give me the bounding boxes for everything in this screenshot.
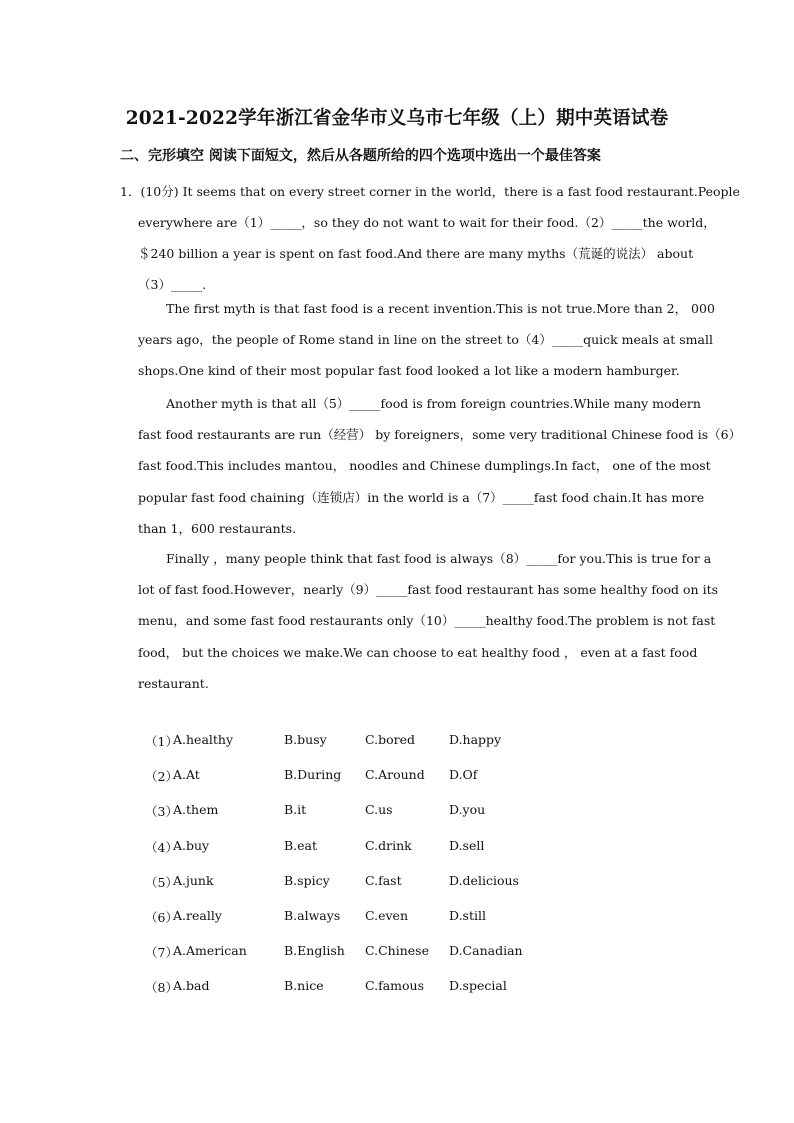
option-c[interactable]: C.drink [365,837,412,853]
option-number: （6） [145,909,178,925]
question-line: （3）_____. [138,277,207,292]
option-c[interactable]: C.Chinese [365,943,429,959]
option-a[interactable]: A.bad [173,978,210,994]
question-line: everywhere are（1）_____，so they do not want to wait for their food.（2）_____the world， [138,215,716,230]
option-a[interactable]: A.American [173,943,247,959]
option-b[interactable]: B.busy [284,732,327,747]
option-a[interactable]: A.really [173,907,222,923]
page-title: 2021-2022学年浙江省金华市义乌市七年级（上）期中英语试卷 [125,108,669,129]
paragraph-finally [138,543,719,699]
option-d[interactable]: D.special [449,978,507,994]
paragraph-line: The first myth is that fast food is a recent invention.This is not true.More than 2， 000 [166,301,715,316]
option-d[interactable]: D.Canadian [449,943,523,959]
option-d[interactable]: D.happy [449,732,502,747]
option-c[interactable]: C.bored [365,732,415,747]
option-a[interactable]: A.buy [173,837,210,853]
option-a[interactable]: A.junk [173,872,214,888]
option-d[interactable]: D.sell [449,837,485,853]
option-b[interactable]: B.nice [284,978,324,994]
option-a[interactable]: A.them [173,802,219,818]
section-heading: 二、完形填空 阅读下面短文，然后从各题所给的四个选项中选出一个最佳答案 [120,148,601,164]
option-number: （8） [145,980,178,996]
option-d[interactable]: D.delicious [449,872,519,888]
option-number: （5） [145,874,178,890]
paragraph-line: food， but the choices we make.We can choose to eat healthy food ， even at a fast food [138,644,698,660]
option-b[interactable]: B.eat [284,837,318,853]
option-a[interactable]: A.healthy [173,732,234,747]
option-c[interactable]: C.fast [365,872,402,888]
option-d[interactable]: D.you [449,802,486,818]
option-d[interactable]: D.Of [449,767,478,783]
option-number: （3） [145,804,178,820]
option-b[interactable]: B.it [284,802,307,818]
paragraph-line: shops.One kind of their most popular fast food looked a lot like a modern hamburger. [138,363,680,379]
option-a[interactable]: A.At [173,767,200,783]
paragraph-first-myth [138,293,715,387]
option-b[interactable]: B.English [284,943,345,959]
paragraph-line: Another myth is that all（5）_____food is from foreign countries.While many modern [166,396,701,411]
paragraph-another-myth [138,388,742,544]
option-c[interactable]: C.famous [365,978,425,994]
paragraph-line: restaurant. [138,675,209,691]
option-number: （1） [145,734,178,749]
question-line: ＄240 billion a year is spent on fast food.And there are many myths（荒诞的说法） about [138,246,694,261]
option-b[interactable]: B.always [284,907,341,923]
paragraph-line: fast food restaurants are run（经营） by foreigners，some very traditional Chinese food is（6） [138,427,742,443]
question-intro [120,176,740,300]
option-c[interactable]: C.Around [365,767,425,783]
paragraph-line: than 1，600 restaurants. [138,520,297,536]
option-number: （7） [145,945,178,961]
paragraph-line: years ago，the people of Rome stand in line on the street to（4）_____quick meals at small [138,332,713,348]
paragraph-line: popular fast food chaining（连锁店）in the world is a（7）_____fast food chain.It has more [138,489,705,505]
paragraph-line: lot of fast food.However，nearly（9）_____fast food restaurant has some healthy food on its [138,582,719,598]
paragraph-line: menu，and some fast food restaurants only（10）_____healthy food.The problem is not fast [138,613,716,629]
option-b[interactable]: B.During [284,767,342,783]
question-line: 1．(10分) It seems that on every street corner in the world，there is a fast food restaurant.People [120,184,740,199]
option-b[interactable]: B.spicy [284,872,330,888]
option-d[interactable]: D.still [449,907,486,923]
option-c[interactable]: C.us [365,802,393,818]
option-number: （4） [145,839,178,855]
paragraph-line: fast food.This includes mantou， noodles and Chinese dumplings.In fact， one of the most [138,458,711,474]
paragraph-line: Finally ，many people think that fast food is always（8）_____for you.This is true for a [166,551,712,566]
option-c[interactable]: C.even [365,907,408,923]
option-number: （2） [145,769,178,785]
